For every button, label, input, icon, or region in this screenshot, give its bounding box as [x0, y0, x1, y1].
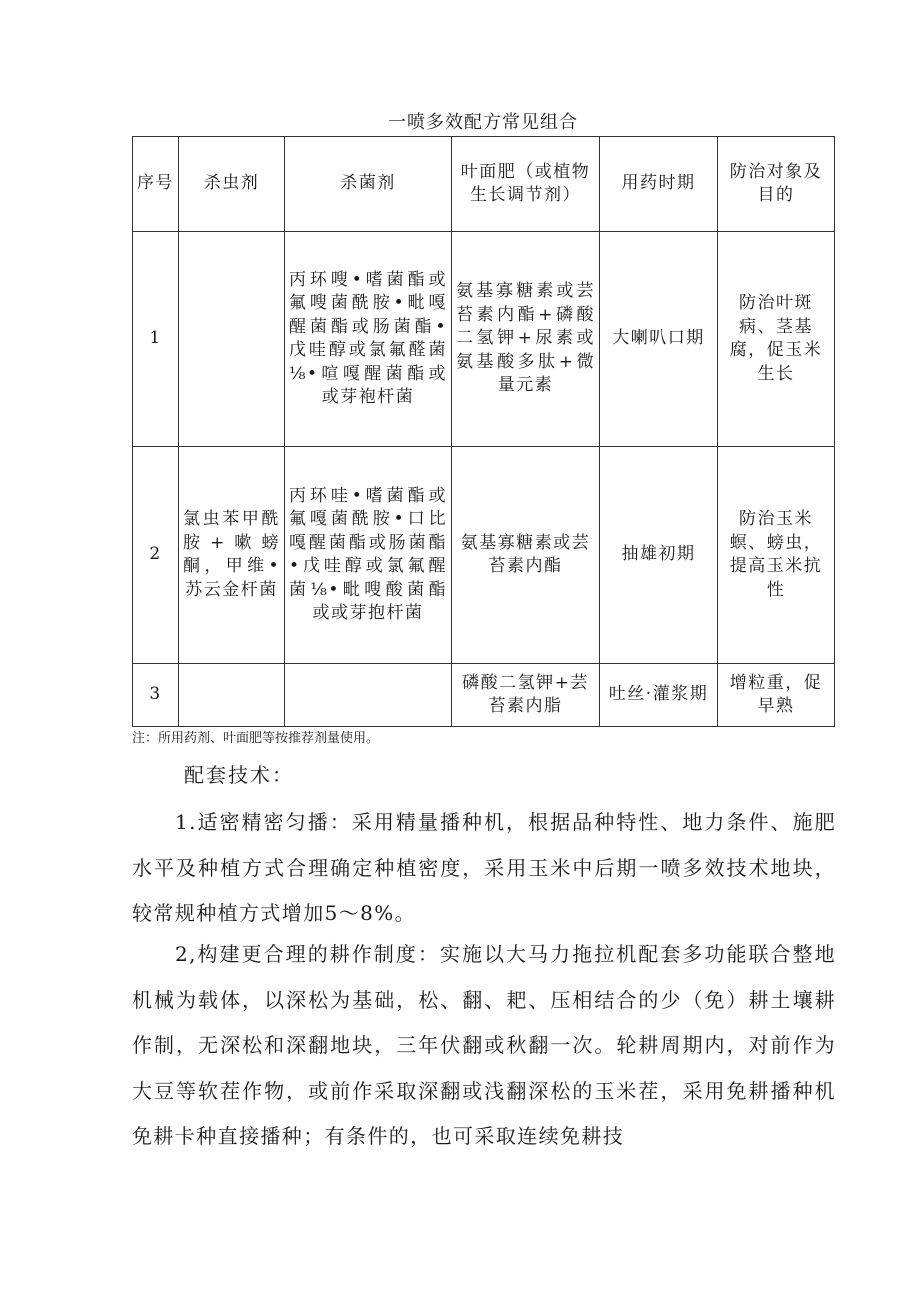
cell-period: 抽雄初期 [600, 447, 718, 664]
cell-no: 2 [133, 447, 179, 664]
cell-period: 大喇叭口期 [600, 232, 718, 447]
header-foliar: 叶面肥（或植物生长调节剂） [452, 137, 600, 232]
cell-fungicide: 丙环嗖•嗜菌酯或氟嗖菌酰胺•毗嘎醒菌酯或肠菌酯•戊哇醇或氯氟醛菌⅛•喧嘎醒菌酯或或芽袍杆菌 [285, 232, 452, 447]
cell-period: 吐丝·灌浆期 [600, 664, 718, 727]
section-heading: 配套技术： [184, 763, 294, 787]
header-fungicide: 杀菌剂 [285, 137, 452, 232]
table-row [133, 447, 835, 664]
header-period: 用药时期 [600, 137, 718, 232]
paragraph-dense-sowing: 1.适密精密匀播：采用精量播种机，根据品种特性、地力条件、施肥水平及种植方式合理确定种植密度，采用玉米中后期一喷多效技术地块，较常规种植方式增加5～8%。 [132, 810, 836, 925]
table-row [133, 232, 835, 447]
header-target: 防治对象及目的 [718, 137, 835, 232]
cell-fungicide [285, 664, 452, 727]
cell-foliar: 氨基寡糖素或芸苔素内酯+磷酸二氢钾+尿素或氨基酸多肽+微量元素 [452, 232, 600, 447]
cell-target: 增粒重，促早熟 [718, 664, 835, 727]
cell-foliar: 氨基寡糖素或芸苔素内酯 [452, 447, 600, 664]
cell-fungicide: 丙环哇•嗜菌酯或氟嘎菌酰胺•口比嘎醒菌酯或肠菌酯•戊哇醇或氯氟醒菌⅛•毗嗖酸菌酯或或芽抱杆菌 [285, 447, 452, 664]
cell-no: 1 [133, 232, 179, 447]
cell-insecticide [179, 664, 285, 727]
cell-insecticide [179, 232, 285, 447]
table-title: 一喷多效配方常见组合 [388, 112, 578, 133]
table-note: 注：所用药剂、叶面肥等按推荐剂量使用。 [132, 731, 380, 746]
cell-foliar: 磷酸二氢钾+芸苔素内脂 [452, 664, 600, 727]
cell-insecticide: 氯虫苯甲酰胺+嗽螃酮，甲维•苏云金杆菌 [179, 447, 285, 664]
formula-table [132, 136, 835, 727]
table-row [133, 664, 835, 727]
cell-no: 3 [133, 664, 179, 727]
cell-target: 防治叶斑病、茎基腐，促玉米生长 [718, 232, 835, 447]
cell-target: 防治玉米螟、螃虫，提高玉米抗性 [718, 447, 835, 664]
table-header-row [133, 137, 835, 232]
paragraph-tillage-system: 2,构建更合理的耕作制度：实施以大马力拖拉机配套多功能联合整地机械为载体，以深松为基础，松、翻、耙、压相结合的少（免）耕土壤耕作制，无深松和深翻地块，三年伏翻或秋翻一次。轮耕周期内，对前作为大豆等软茬作物，或前作采取深翻或浅翻深松的玉米茬，采用免耕播种机免耕卡种直接播种；有条件的，也可采取连续免耕技 [132, 942, 836, 1148]
header-no: 序号 [133, 137, 179, 232]
header-insecticide: 杀虫剂 [179, 137, 285, 232]
